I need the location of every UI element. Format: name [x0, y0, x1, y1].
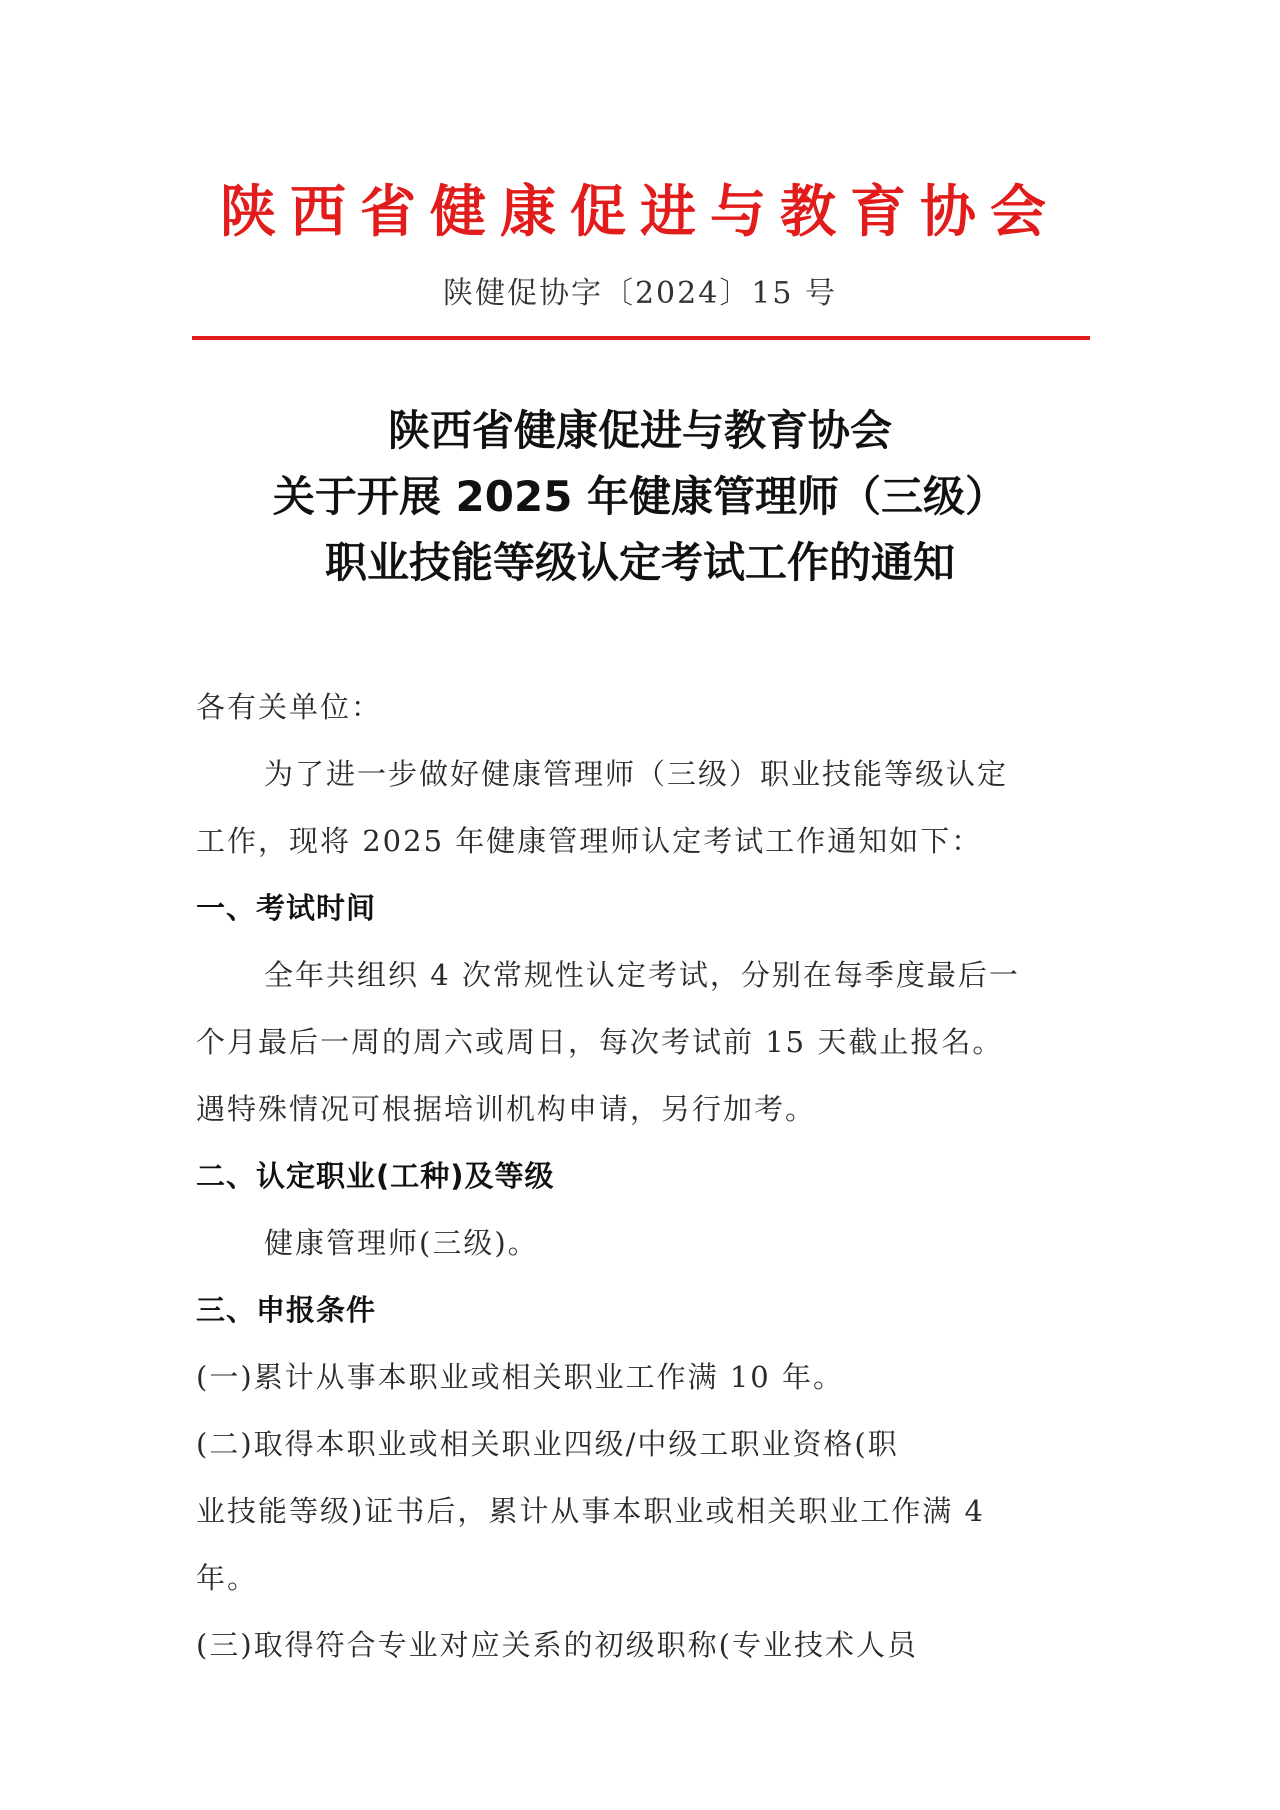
title-line-1: 陕西省健康促进与教育协会	[387, 406, 892, 455]
red-divider-line	[192, 336, 1090, 340]
condition-3-line-1: (三)取得符合专业对应关系的初级职称(专业技术人员	[196, 1628, 918, 1662]
salutation: 各有关单位：	[196, 690, 383, 724]
intro-paragraph-line-2: 工作，现将 2025 年健康管理师认定考试工作通知如下：	[196, 824, 983, 858]
title-line-3: 职业技能等级认定考试工作的通知	[324, 538, 955, 587]
exam-time-line-2: 个月最后一周的周六或周日，每次考试前 15 天截止报名。	[196, 1025, 1004, 1059]
condition-2-line-1: (二)取得本职业或相关职业四级/中级工职业资格(职	[196, 1427, 899, 1461]
section-heading-occupation: 二、认定职业(工种)及等级	[196, 1159, 555, 1193]
exam-time-line-1: 全年共组织 4 次常规性认定考试，分别在每季度最后一	[264, 958, 1020, 992]
intro-paragraph-line-1: 为了进一步做好健康管理师（三级）职业技能等级认定	[264, 757, 1009, 791]
condition-2-line-2: 业技能等级)证书后，累计从事本职业或相关职业工作满 4	[196, 1494, 985, 1528]
notice-body	[196, 674, 1096, 1679]
condition-2-line-3: 年。	[196, 1561, 259, 1595]
exam-time-line-3: 遇特殊情况可根据培训机构申请，另行加考。	[196, 1092, 817, 1126]
notice-title	[140, 398, 1140, 596]
title-line-2: 关于开展 2025 年健康管理师（三级）	[272, 472, 1008, 521]
section-heading-conditions: 三、申报条件	[196, 1293, 377, 1327]
occupation-line-1: 健康管理师(三级)。	[264, 1226, 539, 1260]
section-heading-exam-time: 一、考试时间	[196, 891, 377, 925]
organization-header: 陕西省健康促进与教育协会	[220, 180, 1060, 245]
condition-1: (一)累计从事本职业或相关职业工作满 10 年。	[196, 1360, 844, 1394]
document-number: 陕健促协字〔2024〕15 号	[442, 276, 838, 311]
